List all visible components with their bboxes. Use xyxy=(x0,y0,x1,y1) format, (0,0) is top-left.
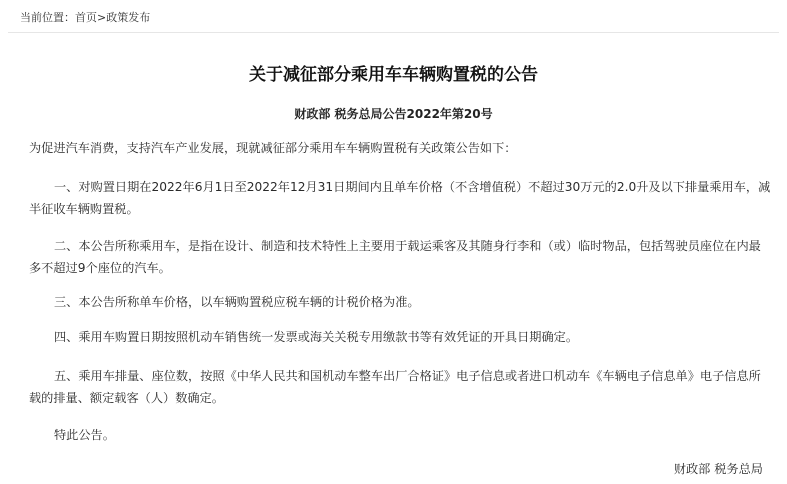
clause-2: 二、本公告所称乘用车，是指在设计、制造和技术特性上主要用于载运乘客及其随身行李和（或）临时物品，包括驾驶员座位在内最多不超过9个座位的汽车。 xyxy=(29,239,761,275)
clause-5: 五、乘用车排量、座位数，按照《中华人民共和国机动车整车出厂合格证》电子信息或者进口机动车《车辆电子信息单》电子信息所载的排量、额定载客（人）数确定。 xyxy=(29,369,761,405)
page-title: 关于减征部分乘用车车辆购置税的公告 xyxy=(249,65,538,85)
clause-1: 一、对购置日期在2022年6月1日至2022年12月31日期间内且单车价格（不含增值税）不超过30万元的2.0升及以下排量乘用车，减半征收车辆购置税。 xyxy=(29,180,771,216)
closing-statement: 特此公告。 xyxy=(54,428,115,442)
intro-paragraph: 为促进汽车消费，支持汽车产业发展，现就减征部分乘用车车辆购置税有关政策公告如下： xyxy=(29,141,517,155)
clause-3: 三、本公告所称单车价格，以车辆购置税应税车辆的计税价格为准。 xyxy=(54,295,420,309)
header-divider xyxy=(8,32,779,33)
clause-4: 四、乘用车购置日期按照机动车销售统一发票或海关关税专用缴款书等有效凭证的开具日期确定。 xyxy=(54,330,579,344)
document-number: 财政部 税务总局公告2022年第20号 xyxy=(294,107,493,121)
signature: 财政部 税务总局 xyxy=(673,462,763,476)
breadcrumb[interactable]: 当前位置：首页>政策发布 xyxy=(20,11,151,24)
